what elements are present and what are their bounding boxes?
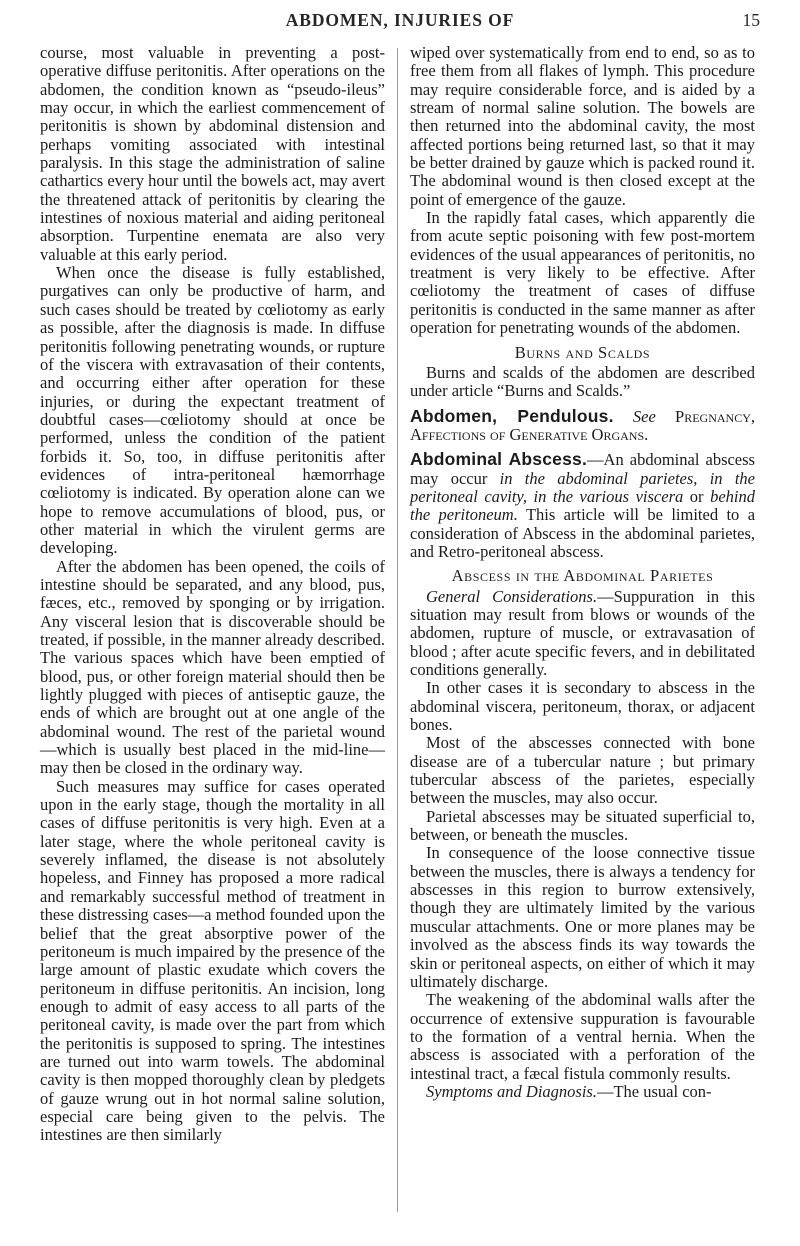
- section-heading-parietes: Abscess in the Abdominal Parietes: [451, 566, 714, 586]
- run-in-text: —Suppuration in this situation may result from blows or wounds of the abdomen, rupture of muscle, or extravasation of blood ; after acute specific fevers, and in debilitated conditions generally.: [410, 586, 755, 679]
- running-head: [40, 10, 760, 32]
- left-column: [40, 44, 385, 1145]
- body-paragraph: The weakening of the abdominal walls after the occurrence of extensive suppuration is favourable to the formation of a ventral hernia. When the abscess is associated with a perforation of the intestinal tract, a fæcal fistula commonly results.: [410, 990, 755, 1083]
- column-divider: [397, 48, 398, 1212]
- entry-or: or: [689, 486, 704, 506]
- section-heading-burns: Burns and Scalds: [514, 342, 651, 362]
- right-column: [410, 44, 755, 1101]
- body-paragraph: wiped over systematically from end to end, so as to free them from all flakes of lymph. This procedure may require considerable force, and is aided by a stream of normal saline solution. The bowels are then returned into the abdominal cavity, the most affected portions being returned last, so that it may be better drained by gauze which is packed round it. The abdominal wound is then closed except at the point of emergence of the gauze.: [410, 43, 755, 209]
- entry-term: Abdominal Abscess.: [410, 449, 588, 470]
- body-paragraph: course, most valuable in preventing a post-operative diffuse peritonitis. After operations on the abdomen, the condition known as “pseudo-ileus” may occur, in which the earliest commencement of peritonitis is shown by abdominal distension and perhaps vomiting associated with intestinal paralysis. In this stage the administration of saline cathartics every hour until the bowels act, may avert the threatened attack of peritonitis by clearing the intestines of noxious material and aiding peritoneal absorption. Turpentine enemata are also very valuable at this early period.: [40, 43, 385, 264]
- entry-abdominal-abscess: [410, 450, 755, 561]
- body-paragraph: [410, 1083, 755, 1101]
- body-paragraph: Burns and scalds of the abdomen are described under article “Burns and Scalds.”: [410, 362, 755, 401]
- entry-rest: This article will be limited to a consideration of Abscess in the abdominal parietes, and Retro-peritoneal abscess.: [410, 505, 756, 561]
- body-paragraph: When once the disease is fully established, purgatives can only be productive of harm, and such cases should be treated by cœliotomy as early as possible, after the diagnosis is made. In diffuse peritonitis following penetrating wounds, or rupture of the viscera with extravasation of their contents, and occurring either after operation for these injuries, or during the expectant treatment of doubtful cases—cœliotomy should at once be performed, unless the condition of the patient forbids it. So, too, in diffuse peritonitis after evidences of intra-peritoneal hæmorrhage cœliotomy is indicated. By operation alone can we hope to remove accumulations of blood, pus, or other material in which the virulent germs are developing.: [40, 263, 385, 558]
- run-in-text: —The usual con-: [596, 1081, 712, 1101]
- running-title: ABDOMEN, INJURIES OF: [285, 10, 515, 30]
- page-number: 15: [742, 10, 760, 30]
- body-paragraph: Most of the abscesses connected with bone disease are of a tubercular nature ; but primary tubercular abscess of the parietes, especially between the muscles, may also occur.: [410, 733, 755, 808]
- body-paragraph: In consequence of the loose connective tissue between the muscles, there is always a tendency for abscesses in this region to burrow extensively, though they are ultimately limited by the various muscular attachments. One or more planes may be involved as the abscess finds its way towards the skin or peritoneal aspects, on either of which it may ultimately discharge.: [410, 843, 755, 991]
- run-in-heading: Symptoms and Diagnosis.: [426, 1081, 597, 1101]
- body-paragraph: Such measures may suffice for cases operated upon in the early stage, though the mortality in all cases of diffuse peritonitis is very high. Even at a later stage, where the whole peritoneal cavity is severely inflamed, the disease is not absolutely hopeless, and Finney has proposed a more radical and remarkably successful method of treatment in these distressing cases—a method founded upon the belief that the great absorptive power of the peritoneum is much impaired by the presence of the large amount of plastic exudate which covers the peritoneum in diffuse peritonitis. An incision, long enough to admit of easy access to all parts of the peritoneal cavity, is made over the part from which the peritonitis is supposed to spring. The intestines are turned out into warm towels. The abdominal cavity is then mopped thoroughly clean by pledgets of gauze wrung out in hot normal saline solution, especial care being given to the pelvis. The intestines are then similarly: [40, 776, 385, 1145]
- body-paragraph: In the rapidly fatal cases, which apparently die from acute septic poisoning with few post-mortem evidences of the usual appearances of peritonitis, no treatment is very likely to be effective. After cœliotomy the treatment of cases of diffuse peritonitis is conducted in the same manner as after operation for penetrating wounds of the abdomen.: [410, 208, 755, 338]
- entry-italic: behind the peritoneum.: [410, 486, 756, 525]
- entry-term: Abdomen, Pendulous.: [410, 405, 614, 426]
- entry-lead: —An abdominal abscess may occur: [410, 450, 755, 488]
- body-paragraph: In other cases it is secondary to abscess in the abdominal viscera, peritoneum, thorax, or adjacent bones.: [410, 678, 755, 735]
- see-label: See: [632, 406, 656, 426]
- body-paragraph: Parietal abscesses may be situated superficial to, between, or beneath the muscles.: [410, 806, 755, 845]
- body-paragraph: [410, 588, 755, 680]
- entry-italic: in the abdominal parietes, in the peritoneal cavity, in the various viscera: [410, 468, 755, 506]
- cross-reference[interactable]: Pregnancy, Affections of Generative Organs.: [410, 406, 755, 444]
- body-paragraph: After the abdomen has been opened, the coils of intestine should be separated, and any blood, pus, fæces, etc., removed by sponging or by irrigation. Any visceral lesion that is discoverable should be treated, if possible, in the manner already described. The various spaces which have been emptied of blood, pus, or other foreign material should then be lightly plugged with pieces of antiseptic gauze, the ends of which are brought out at one angle of the abdominal wound. The rest of the parietal wound —which is usually best placed in the mid-line—may then be closed in the ordinary way.: [40, 556, 385, 778]
- run-in-heading: General Considerations.: [426, 586, 598, 606]
- entry-abdomen-pendulous: [410, 407, 755, 445]
